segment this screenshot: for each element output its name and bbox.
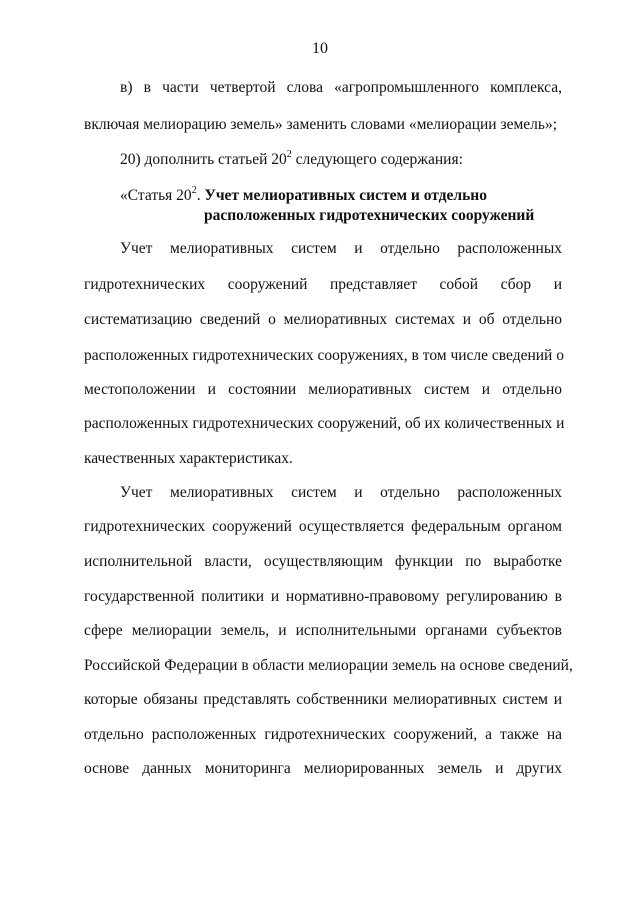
text-line: расположенных гидротехнических сооружениях, в том числе сведений о: [84, 347, 564, 364]
text-line: Учет мелиоративных систем и отдельно расположенных: [120, 484, 562, 501]
text-line: отдельно расположенных гидротехнических сооружений, а также на: [84, 726, 562, 743]
text-line: в) в части четвертой слова «агропромышленного комплекса,: [120, 79, 562, 96]
text-fragment: следующего содержания:: [291, 151, 463, 168]
text-line: расположенных гидротехнических сооружений, об их количественных и: [84, 415, 565, 432]
article-heading: [120, 186, 562, 206]
text-line: гидротехнических сооружений представляет собой сбор и: [84, 276, 562, 293]
text-line: гидротехнических сооружений осуществляется федеральным органом: [84, 518, 562, 535]
text-line: [120, 150, 562, 170]
text-line: включая мелиорацию земель» заменить словами «мелиорации земель»;: [84, 116, 558, 133]
article-title-continuation: расположенных гидротехнических сооружений: [204, 207, 535, 224]
article-label: «Статья 20: [120, 187, 192, 204]
text-line: Учет мелиоративных систем и отдельно расположенных: [120, 240, 562, 257]
superscript: 2: [191, 184, 197, 196]
article-title: Учет мелиоративных систем и отдельно: [204, 187, 487, 204]
text-line: основе данных мониторинга мелиорированных земель и других: [84, 760, 562, 777]
text-line: местоположении и состоянии мелиоративных систем и отдельно: [84, 381, 562, 398]
text-line: качественных характеристиках.: [84, 450, 293, 467]
text-fragment: 20) дополнить статьей 20: [120, 151, 287, 168]
page-number: 10: [312, 40, 328, 57]
text-line: исполнительной власти, осуществляющим функции по выработке: [84, 553, 562, 570]
text-line: сфере мелиорации земель, и исполнительными органами субъектов: [84, 622, 562, 639]
article-label-dot: .: [196, 187, 205, 204]
text-line: которые обязаны представлять собственники мелиоративных систем и: [84, 691, 562, 708]
superscript: 2: [286, 148, 292, 160]
text-line: систематизацию сведений о мелиоративных системах и об отдельно: [84, 311, 562, 328]
text-line: государственной политики и нормативно-правовому регулированию в: [84, 588, 562, 605]
text-line: Российской Федерации в области мелиорации земель на основе сведений,: [84, 657, 573, 674]
